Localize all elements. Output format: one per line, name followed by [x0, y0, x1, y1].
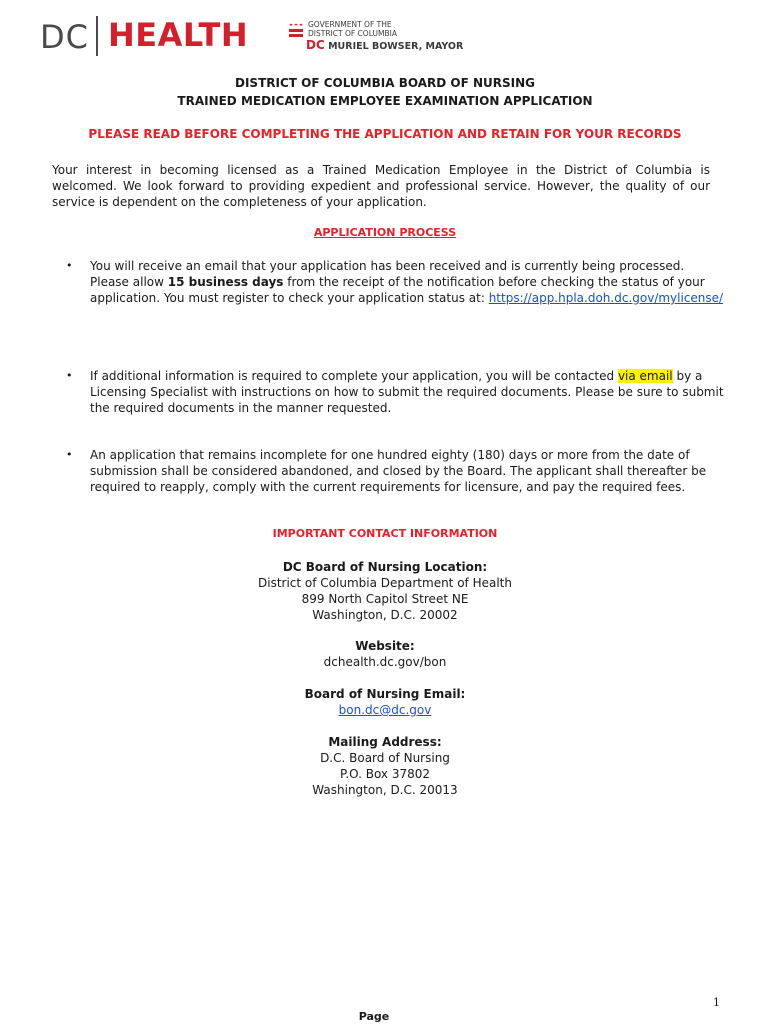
application-process-heading: APPLICATION PROCESS — [313, 226, 457, 239]
bullet-text — [90, 368, 726, 416]
highlighted-text: via email — [617, 369, 673, 383]
bullet-1-text-a: You will receive an email that your application has been received and is currently being processed. Please allow — [90, 259, 685, 289]
bullet-icon: • — [66, 369, 73, 382]
notice-heading: PLEASE READ BEFORE COMPLETING THE APPLICATION AND RETAIN FOR YOUR RECORDS — [88, 127, 682, 141]
bullet-1-bold: 15 business days — [167, 275, 284, 289]
email-label: Board of Nursing Email: — [304, 687, 466, 701]
mailing-line-3: Washington, D.C. 20013 — [312, 783, 458, 797]
gov-mayor — [306, 38, 463, 52]
mailing-line-1: D.C. Board of Nursing — [320, 751, 450, 765]
location-line-3: Washington, D.C. 20002 — [312, 608, 458, 622]
page-number: 1 — [713, 996, 720, 1009]
contact-email — [0, 686, 770, 718]
title-line-2: TRAINED MEDICATION EMPLOYEE EXAMINATION APPLICATION — [177, 94, 593, 108]
gov-line-1: GOVERNMENT OF THE — [308, 20, 392, 29]
gov-line-2: DISTRICT OF COLUMBIA — [308, 29, 397, 38]
location-line-1: District of Columbia Department of Health — [258, 576, 512, 590]
page-label: Page — [358, 1010, 390, 1023]
bullet-icon: • — [66, 448, 73, 461]
location-line-2: 899 North Capitol Street NE — [301, 592, 469, 606]
mylicense-link[interactable]: https://app.hpla.doh.dc.gov/mylicense/ — [488, 291, 724, 305]
website-label: Website: — [355, 639, 415, 653]
bullet-text: An application that remains incomplete for one hundred eighty (180) days or more from the date of submission shall be considered abandoned, and closed by the Board. The applicant shall thereafter be required to reapply, comply with the current requirements for licensure, and pay the required fees. — [90, 448, 707, 494]
mailing-line-2: P.O. Box 37802 — [339, 767, 431, 781]
logo-health-text: HEALTH — [108, 16, 249, 54]
intro-paragraph: Your interest in becoming licensed as a Trained Medication Employee in the District of Columbia is welcomed. We look forward to providing expedient and professional service. However, the quality of our service is dependent on the completeness of your application. — [52, 163, 710, 209]
bullet-1-text-b: from the receipt of the notification before checking the status of your application. You must register to check your application status at: — [90, 275, 705, 305]
contact-location — [0, 559, 770, 623]
bullet-text — [90, 258, 726, 306]
website-text: dchealth.dc.gov/bon — [323, 655, 447, 669]
logo-dc-text: DC — [40, 18, 89, 56]
email-link[interactable]: bon.dc@dc.gov — [338, 703, 432, 717]
bullet-2-text-a: If additional information is required to complete your application, you will be contacted — [90, 369, 618, 383]
page-header — [40, 14, 740, 60]
mailing-label: Mailing Address: — [328, 735, 442, 749]
gov-mayor-text: MURIEL BOWSER, MAYOR — [328, 41, 464, 52]
logo-divider — [96, 16, 98, 56]
bullet-icon: • — [66, 259, 73, 272]
contact-mailing — [0, 734, 770, 798]
dc-flag-icon — [288, 20, 304, 54]
location-label: DC Board of Nursing Location: — [282, 560, 488, 574]
contact-heading: IMPORTANT CONTACT INFORMATION — [272, 527, 498, 540]
gov-dc-mark: DC — [306, 38, 325, 52]
contact-website — [0, 638, 770, 670]
bullet-2-text-b: by a Licensing Specialist with instructions on how to submit the required documents. Please be sure to submit the required documents in the manner requested. — [90, 369, 724, 415]
title-line-1: DISTRICT OF COLUMBIA BOARD OF NURSING — [235, 76, 535, 90]
